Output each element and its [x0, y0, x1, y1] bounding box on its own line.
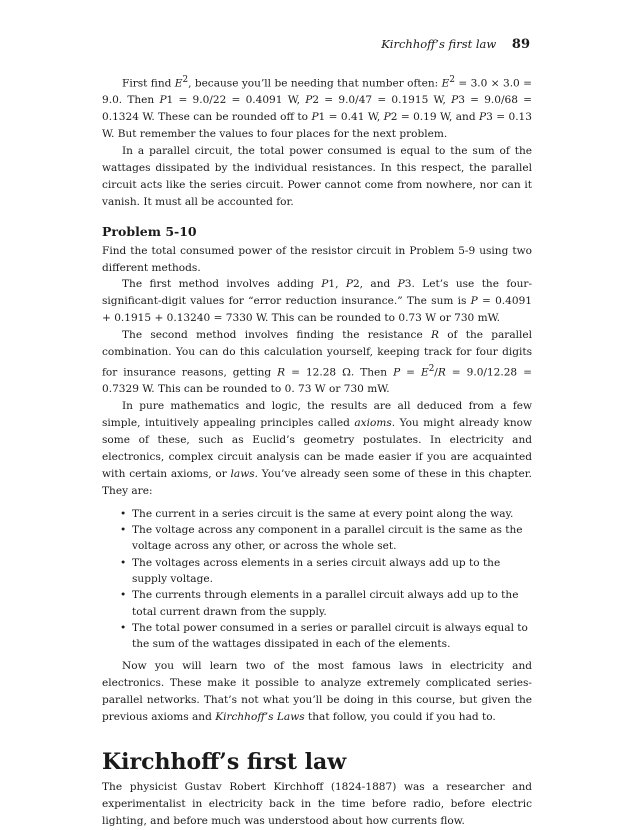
- list-item: • The current in a series circuit is the same at every point along the way.: [120, 506, 532, 522]
- paragraph-axioms-intro: [102, 398, 532, 499]
- math-var: E: [421, 366, 429, 379]
- paragraph-power-calculation: [102, 72, 532, 143]
- text-run: = 9.0/12.28 = 0.7329 W. This can be rounded to 0. 73 W or 730 mW.: [102, 366, 532, 396]
- text-run: = 0.4091 + 0.1915 + 0.13240 = 7330 W. This can be rounded to 0.73 W or 730 mW.: [102, 295, 533, 325]
- text-run: , because you’ll be needing that number often:: [188, 77, 442, 90]
- text-run: 1 = 9.0/22 = 0.4091 W,: [166, 94, 306, 107]
- math-var: P: [470, 295, 478, 308]
- running-title: Kirchhoff’s first law: [381, 37, 497, 51]
- list-item: • The voltages across elements in a series circuit always add up to the supply voltage.: [120, 555, 532, 588]
- math-var: P: [305, 94, 313, 107]
- paragraph-closing: [102, 658, 532, 726]
- math-var: P: [159, 94, 167, 107]
- text-run: In pure mathematics and logic, the results are all deduced from a few simple, intuitively appealing principles called: [102, 400, 532, 430]
- math-sup: 2: [449, 75, 455, 85]
- text-run: The second method involves finding the resistance: [122, 329, 431, 342]
- math-var: P: [345, 278, 353, 291]
- math-var: P: [451, 94, 459, 107]
- math-var: P: [383, 111, 391, 124]
- text-run: You might already know some of these, such as Euclid’s geometry postulates. In electricity and electronics, complex circuit analysis can be made easier if you are acquainted with certain axioms, or: [102, 417, 532, 480]
- list-item: • The voltage across any component in a parallel circuit is the same as the voltage across any other, or across the whole set.: [120, 522, 532, 555]
- math-var: P: [393, 366, 401, 379]
- math-var: E: [441, 77, 450, 90]
- math-sup: 2: [428, 364, 435, 375]
- section-heading: Kirchhoff’s first law: [102, 749, 347, 776]
- text-run: 2, and: [352, 278, 398, 291]
- text-run: of the parallel combination. You can do this calculation yourself, keeping track for four digits for insurance reasons, getting: [102, 329, 532, 379]
- math-var: P: [311, 111, 319, 124]
- math-sup: 2: [182, 75, 189, 85]
- emphasis: axioms.: [354, 417, 396, 430]
- math-var: P: [479, 111, 487, 124]
- math-var: P: [321, 278, 329, 291]
- text-run: = 12.28 Ω. Then: [285, 366, 394, 379]
- text-run: 3 = 9.0/68 = 0.1324 W. These can be rounded off to: [102, 94, 532, 124]
- text-run: 3 = 0.13 W. But remember the values to four places for the next problem.: [102, 111, 532, 141]
- emphasis: Kirchhoff’s Laws: [215, 711, 305, 724]
- problem-heading: Problem 5-10: [102, 223, 197, 239]
- problem-statement: Find the total consumed power of the resistor circuit in Problem 5-9 using two different methods.: [102, 244, 532, 274]
- math-var: E: [174, 77, 183, 90]
- math-var: R: [437, 366, 446, 379]
- paragraph-parallel-power: In a parallel circuit, the total power consumed is equal to the sum of the wattages dissipated by the individual resistances. In this respect, the parallel circuit acts like the series circuit. Power cannot come from nowhere, nor can it vanish. It must all be accounted for.: [102, 145, 532, 208]
- text-run: /: [434, 366, 438, 379]
- page-body: [102, 72, 532, 830]
- text-run: The first method involves adding: [122, 278, 322, 291]
- emphasis: laws.: [230, 467, 259, 480]
- text-run: First find: [122, 77, 175, 90]
- paragraph-first-method: [102, 276, 532, 327]
- text-run: = 3.0 × 3.0 = 9.0. Then: [102, 77, 532, 107]
- math-var: R: [277, 366, 286, 379]
- math-var: P: [397, 278, 405, 291]
- paragraph-second-method: [102, 327, 532, 398]
- list-item: • The currents through elements in a parallel circuit always add up to the total current drawn from the supply.: [120, 587, 532, 620]
- paragraph-section-body: The physicist Gustav Robert Kirchhoff (1824-1887) was a researcher and experimentalist in electricity back in the time before radio, before electric lighting, and before much was understood about how currents flow.: [102, 781, 532, 827]
- text-run: 1,: [328, 278, 346, 291]
- list-item: • The total power consumed in a series or parallel circuit is always equal to the sum of the wattages dissipated in each of the elements.: [120, 620, 532, 653]
- axiom-list: [102, 506, 532, 653]
- text-run: 2 = 0.19 W, and: [390, 111, 479, 124]
- text-run: Now you will learn two of the most famous laws in electricity and electronics. These make it possible to analyze extremely complicated series-parallel networks. That’s not what you’ll be doing in this course, but given the previous axioms and: [102, 660, 532, 724]
- text-run: 3. Let’s use the four-significant-digit values for “error reduction insurance.” The sum is: [102, 278, 533, 308]
- text-run: 1 = 0.41 W,: [318, 111, 384, 124]
- page-number: 89: [511, 37, 530, 52]
- text-run: =: [400, 366, 421, 379]
- math-var: R: [430, 329, 439, 342]
- running-head: [381, 37, 530, 52]
- text-run: that follow, you could if you had to.: [304, 711, 496, 724]
- text-run: You’ve already seen some of these in this chapter. They are:: [102, 467, 532, 497]
- text-run: 2 = 9.0/47 = 0.1915 W,: [312, 94, 452, 107]
